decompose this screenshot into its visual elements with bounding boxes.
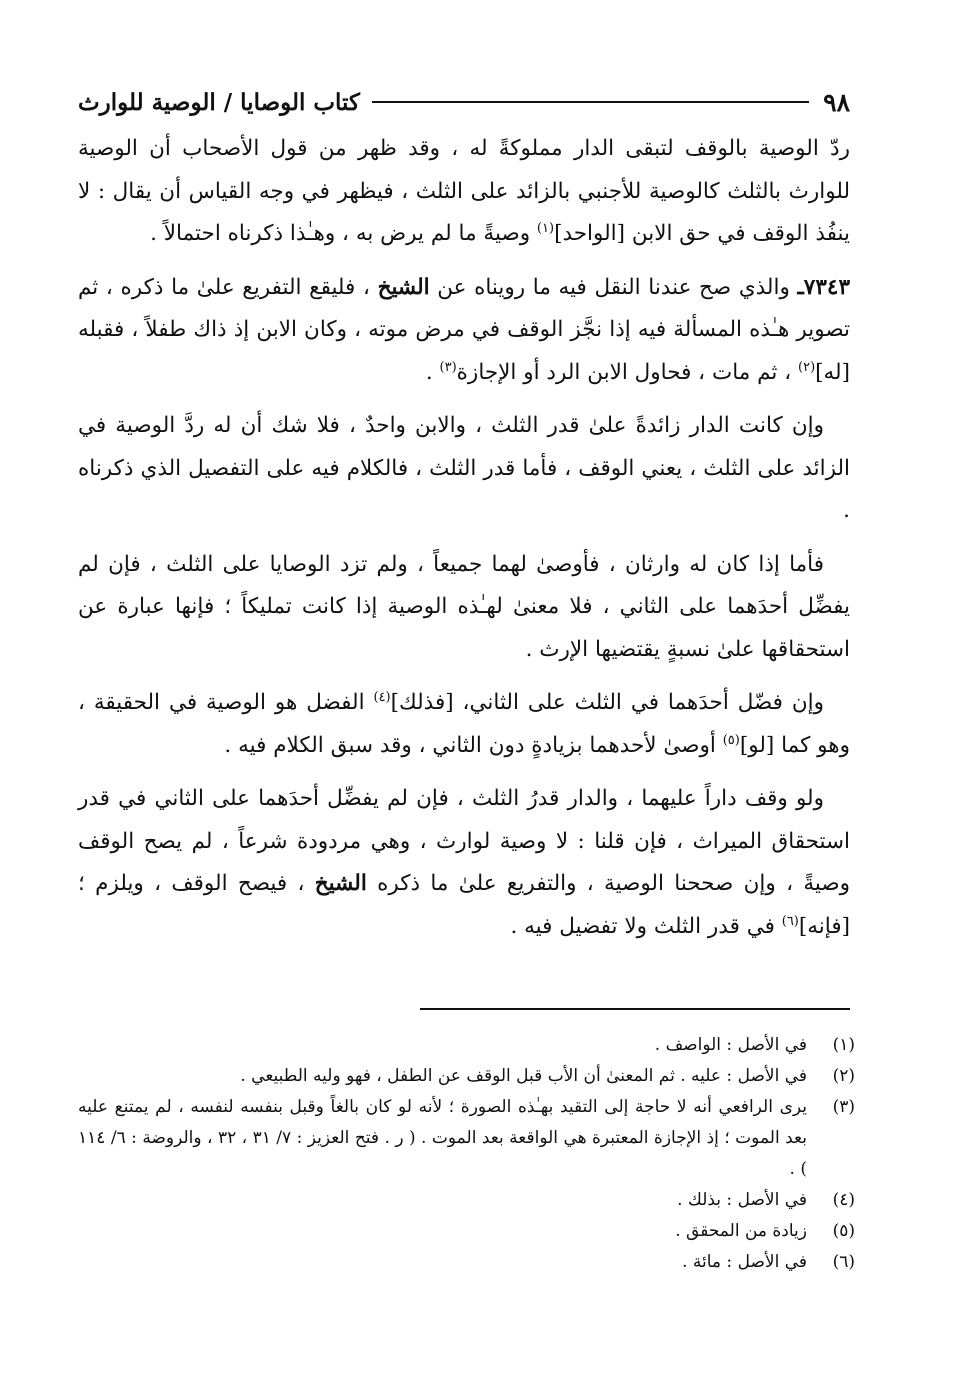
footnote-5	[78, 1216, 855, 1247]
main-text	[78, 128, 850, 959]
paragraph-text: .	[425, 359, 440, 385]
page-header	[78, 82, 850, 122]
footnote-separator	[420, 1008, 850, 1010]
paragraph-text: ردّ الوصية بالوقف لتبقى الدار مملوكةً له ، وقد ظهر من قول الأصحاب أن الوصية للوارث بالثلث كالوصية للأجنبي بالزائد على الثلث ، فيظهر في وجه القياس أن يقال : لا ينفُذ الوقف في حق الابن [الواحد]	[78, 136, 850, 246]
footnote-2	[78, 1061, 855, 1092]
paragraph-7343	[78, 267, 850, 395]
footnote-ref-2: (٢)	[798, 359, 816, 375]
footnote-text: يرى الرافعي أنه لا حاجة إلى التقيد بهـٰذه الصورة ؛ لأنه لو كان بالغاً وقبل بنفسه لنفسه ، لم يمتنع عليه بعد الموت ؛ إذ الإجازة المعتبرة هي الواقعة بعد الموت . ( ر . فتح العزيز : ٧/ ٣١ ، ٣٢ ، والروضة : ٦/ ١١٤ ) .	[78, 1097, 807, 1179]
footnote-number: (٦)	[832, 1252, 855, 1272]
paragraph-text: الفضل هو الوصية في الحقيقة ، وهو كما [لو]	[78, 690, 850, 758]
footnote-number: (٤)	[832, 1190, 855, 1210]
paragraph-text: ، فليقع التفريع علىٰ ما ذكره ، ثم تصوير هـٰذه المسألة فيه إذا نجَّز الوقف في مرض موته ، وكان الابن إذ ذاك طفلاً ، فقبله [له]	[78, 274, 850, 385]
footnote-text: في الأصل : بذلك .	[677, 1190, 807, 1210]
footnote-3	[78, 1092, 855, 1185]
footnote-ref-6: (٦)	[781, 913, 799, 929]
paragraph-text: ولو وقف داراً عليهما ، والدار قدرُ الثلث ، فإن لم يفضِّل أحدَهما على الثاني في قدر استحقاق الميراث ، فإن قلنا : لا وصية لوارث ، وهي مردودة شرعاً ، لم يصح الوقف وصيةً ، وإن صححنا الوصية ، والتفريع علىٰ ما ذكره	[78, 786, 850, 896]
footnote-ref-4: (٤)	[373, 689, 391, 705]
paragraph-number: ٧٣٤٣ـ	[797, 274, 850, 300]
paragraph-text: وصيةً ما لم يرض به ، وهـٰذا ذكرناه احتمالاً .	[150, 221, 537, 246]
sheikh-term: الشيخ	[377, 274, 430, 300]
footnote-number: (٥)	[832, 1221, 855, 1241]
paragraph-text: في قدر الثلث ولا تفضيل فيه .	[510, 913, 782, 939]
footnote-ref-1: (١)	[536, 220, 555, 236]
footnote-6	[78, 1247, 855, 1278]
paragraph-5	[78, 682, 850, 767]
paragraph-3: وإن كانت الدار زائدةً علىٰ قدر الثلث ، والابن واحدٌ ، فلا شك أن له ردَّ الوصية في الزائد على الثلث ، يعني الوقف ، فأما قدر الثلث ، فالكلام فيه على التفصيل الذي ذكرناه .	[78, 413, 850, 523]
footnote-text: في الأصل : مائة .	[682, 1252, 807, 1272]
paragraph-6	[78, 778, 850, 948]
footnote-4	[78, 1185, 855, 1216]
paragraph-text: ، ثم مات ، فحاول الابن الرد أو الإجازة	[456, 359, 798, 385]
footnote-number: (٣)	[832, 1097, 855, 1117]
footnote-1	[78, 1030, 855, 1061]
footnote-number: (٢)	[832, 1066, 855, 1086]
page-number: ٩٨	[823, 87, 850, 117]
footnotes	[78, 1030, 855, 1278]
footnote-text: في الأصل : الواصف .	[654, 1035, 807, 1055]
paragraph-text: أوصىٰ لأحدهما بزيادةٍ دون الثاني ، وقد سبق الكلام فيه .	[224, 732, 723, 758]
running-title: كتاب الوصايا / الوصية للوارث	[78, 88, 360, 116]
footnote-number: (١)	[832, 1035, 855, 1055]
paragraph-text: والذي صح عندنا النقل فيه ما رويناه عن	[429, 274, 798, 300]
footnote-text: زيادة من المحقق .	[675, 1221, 807, 1241]
paragraph-text: ، فيصح الوقف ، ويلزم ؛ [فإنه]	[78, 871, 850, 939]
sheikh-term: الشيخ	[314, 871, 367, 896]
footnote-ref-3: (٣)	[439, 359, 457, 375]
footnote-text: في الأصل : عليه . ثم المعنىٰ أن الأب قبل الوقف عن الطفل ، فهو وليه الطبيعي .	[240, 1066, 807, 1086]
paragraph-text: وإن فضّل أحدَهما في الثلث على الثاني، [فذلك]	[390, 690, 824, 715]
footnote-ref-5: (٥)	[722, 732, 740, 748]
header-rule	[372, 101, 809, 103]
paragraph-1	[78, 128, 850, 256]
paragraph-4: فأما إذا كان له وارثان ، فأوصىٰ لهما جميعاً ، ولم تزد الوصايا على الثلث ، فإن لم يفضِّل أحدَهما على الثاني ، فلا معنىٰ لهـٰذه الوصية إذا كانت تمليكاً ؛ فإنها عبارة عن استحقاقها علىٰ نسبةٍ يقتضيها الإرث .	[78, 551, 850, 662]
